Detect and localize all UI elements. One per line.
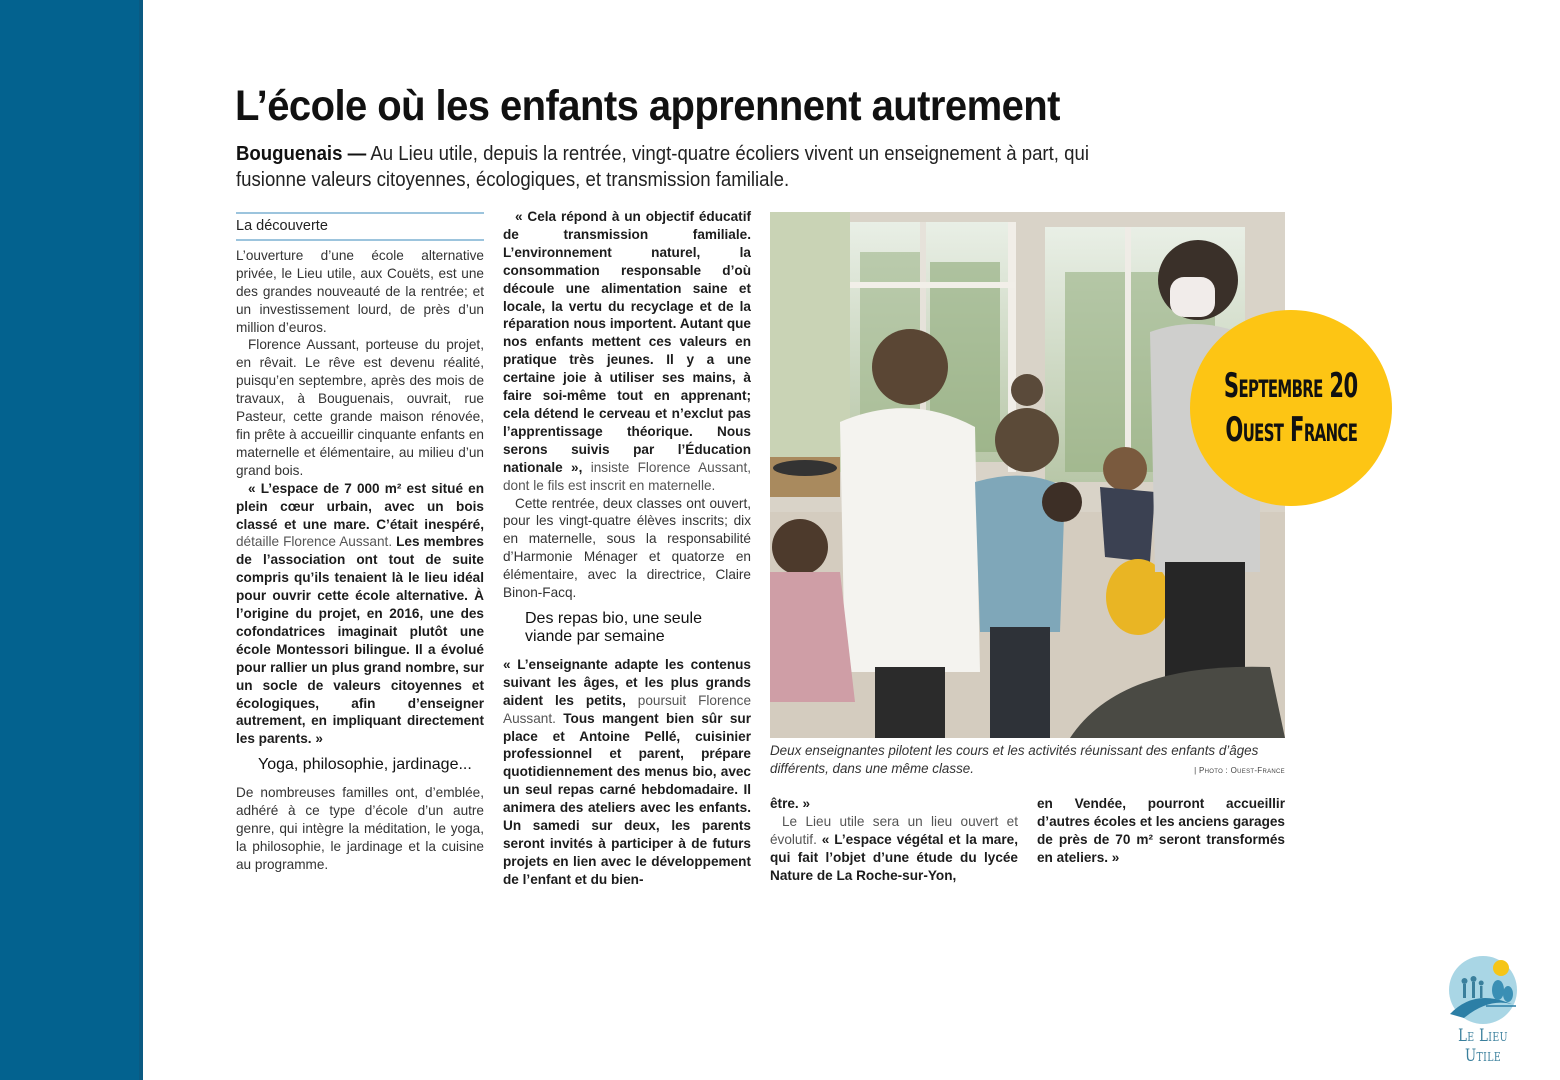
paragraph xyxy=(770,813,1018,885)
paragraph xyxy=(236,480,484,749)
logo-wordmark: Le Lieu Utile xyxy=(1458,1026,1508,1066)
classroom-photo-illustration xyxy=(770,212,1285,738)
attribution-text: insiste Florence Aussant, dont le fils est inscrit en maternelle. xyxy=(503,459,751,493)
paragraph xyxy=(503,656,751,889)
quote-text: « L’espace de 7 000 m² est situé en plein cœur urbain, avec un bois classé et une mare. C’était inespéré, xyxy=(236,480,484,532)
photo-credit: | Photo : Ouest-France xyxy=(1194,766,1285,775)
headline-text: L’école où les enfants apprennent autrement xyxy=(235,82,1060,130)
quote-text: être. » xyxy=(770,796,811,811)
attribution-text: poursuit Florence Aussant. xyxy=(503,692,751,726)
paragraph xyxy=(1037,795,1285,867)
lead-text: Au Lieu utile, depuis la rentrée, vingt-quatre écoliers vivent un enseignement à part, qui fusionne valeurs citoyennes, écologiques, et transmission familiale. xyxy=(236,143,1089,191)
badge-source: Ouest France xyxy=(1225,410,1357,450)
date-source-badge xyxy=(1190,310,1392,506)
section-subheading: Yoga, philosophie, jardinage... xyxy=(258,756,472,774)
quote-text: « Cela répond à un objectif éducatif de transmission familiale. L’environnement naturel, la consommation responsable d’où découle une alimentation saine et locale, la vertu du recyclage et de la réparation nous importent. Autant que nos enfants mettent ces valeurs en pratique très jeunes. Il y a une certaine joie à utiliser ses mains, à faire soi-même tout en apprenant; cela détend le cerveau et n’exclut pas l’apprentissage théorique. Nous serons suivis par l’Éducation nationale », xyxy=(503,209,751,475)
attribution-text: détaille Florence Aussant. xyxy=(236,534,393,550)
paragraph xyxy=(770,795,1018,813)
article-photo xyxy=(770,212,1285,738)
quote-text: « L’espace végétal et la mare, qui fait l’objet d’une étude du lycée Nature de La Roche-sur-Yon, xyxy=(770,831,1018,883)
left-brand-sidebar xyxy=(0,0,143,1080)
article-column-2 xyxy=(503,208,751,889)
paragraph xyxy=(503,208,751,495)
quote-text: « L’enseignante adapte les contenus suivant les âges, et les plus grands aident les petits, xyxy=(503,656,751,708)
quote-text: Les membres de l’association ont tout de suite compris qu’ils tenaient là le lieu idéal pour ouvrir cette école alternative. À l’origine du projet, en 2016, une des cofondatrices imaginait plutôt une école Montessori bilingue. Il a évolué pour rallier un plus grand nombre, sur un socle de valeurs citoyennes et écologiques, afin d’enseigner autrement, en impliquant directement les parents. » xyxy=(236,534,484,747)
paragraph: Florence Aussant, porteuse du projet, en rêvait. Le rêve est devenu réalité, puisqu’en septembre, après des mois de travaux, à Bouguenais, ouvrait, rue Pasteur, cette grande maison rénovée, fin prête à accueillir cinquante enfants en maternelle et élémentaire, au milieu d’un grand bois. xyxy=(236,337,484,478)
article-column-4 xyxy=(1037,795,1285,867)
section-subheading: Des repas bio, une seule viande par semaine xyxy=(525,609,702,645)
body-text: Le Lieu utile sera un lieu ouvert et évolutif. xyxy=(770,813,1018,847)
paragraph: De nombreuses familles ont, d’emblée, adhéré à ce type d’école d’un autre genre, qui intègre la méditation, le yoga, la philosophie, le jardinage et la cuisine au programme. xyxy=(236,785,484,872)
article-column-1 xyxy=(236,208,484,874)
article-lead xyxy=(236,141,1110,193)
rubric-label: La découverte xyxy=(236,212,484,241)
dateline-place: Bouguenais — xyxy=(236,143,367,165)
paragraph: L’ouverture d’une école alternative privée, le Lieu utile, aux Couëts, est une des grandes nouveauté de la rentrée; et un investissement lourd, de près d’un million d’euros. xyxy=(236,247,484,335)
quote-text: Tous mangent bien sûr sur place et Antoine Pellé, cuisinier professionnel et parent, prépare quotidiennement des menus bio, avec un seul repas carné hebdomadaire. Il animera des ateliers avec les enfants. Un samedi sur deux, les parents seront invités à participer à de futurs projets en lien avec le développement de l’enfant et du bien- xyxy=(503,710,751,887)
logo-emblem-icon xyxy=(1428,950,1538,1030)
article-column-3 xyxy=(770,795,1018,885)
paragraph: Cette rentrée, deux classes ont ouvert, pour les vingt-quatre élèves inscrits; dix en maternelle, sous la responsabilité d’Harmonie Ménager et quatorze en élémentaire, avec la directrice, Claire Binon-Facq. xyxy=(503,495,751,601)
article-headline xyxy=(235,82,1060,131)
badge-date: Septembre 20 xyxy=(1224,366,1358,406)
quote-text: en Vendée, pourront accueillir d’autres écoles et les anciens garages de près de 70 m² seront transformés en ateliers. » xyxy=(1037,796,1285,865)
caption-text: Deux enseignantes pilotent les cours et les activités réunissant des enfants d’âges différents, dans une même classe. xyxy=(770,743,1259,776)
